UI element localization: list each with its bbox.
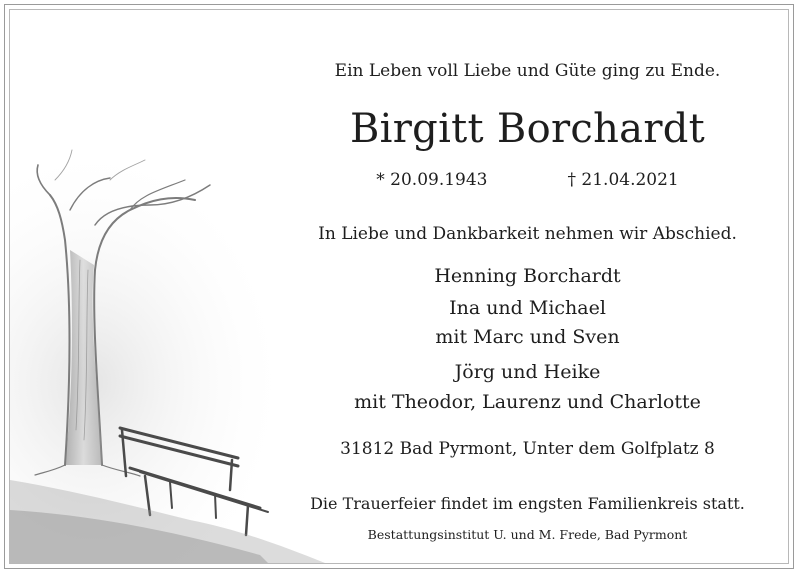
family-line: Ina und Michael bbox=[449, 297, 606, 319]
family-line: Henning Borchardt bbox=[434, 265, 621, 287]
deceased-name: Birgitt Borchardt bbox=[349, 106, 706, 152]
family-line: mit Marc und Sven bbox=[435, 326, 620, 348]
notice-card bbox=[9, 9, 789, 564]
family-line: Jörg und Heike bbox=[454, 361, 601, 383]
birth-date: * 20.09.1943 bbox=[376, 170, 488, 190]
family-line: mit Theodor, Laurenz und Charlotte bbox=[354, 391, 701, 413]
death-date: † 21.04.2021 bbox=[567, 170, 679, 190]
address-line: 31812 Bad Pyrmont, Unter dem Golfplatz 8 bbox=[340, 439, 715, 459]
funeral-note: Die Trauerfeier findet im engsten Familienkreis statt. bbox=[310, 494, 745, 513]
farewell-line: In Liebe und Dankbarkeit nehmen wir Abschied. bbox=[318, 224, 737, 244]
undertaker-line: Bestattungsinstitut U. und M. Frede, Bad Pyrmont bbox=[367, 527, 688, 542]
intro-line: Ein Leben voll Liebe und Güte ging zu Ende. bbox=[334, 61, 721, 81]
life-dates bbox=[290, 170, 765, 190]
tree-and-bench-illustration bbox=[10, 10, 789, 564]
